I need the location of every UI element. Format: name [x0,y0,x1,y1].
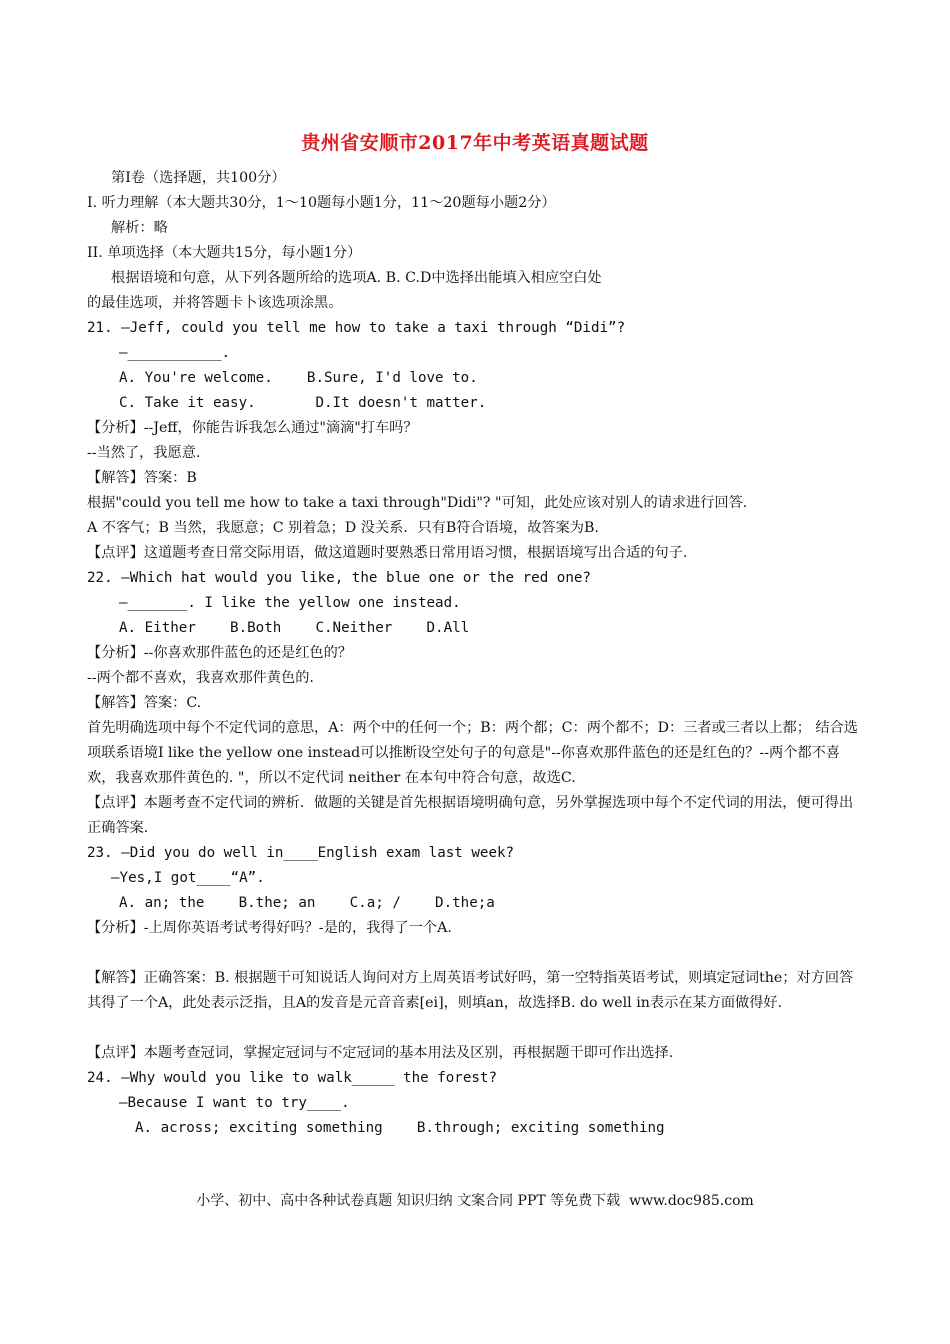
instruction-line-2: 的最佳选项，并将答题卡卜该选项涂黑。 [87,295,343,311]
q22-analysis: 【分析】--你喜欢那件蓝色的还是红色的？ [87,645,352,661]
question-22-options: A. Either B.Both C.Neither D.All [119,620,470,636]
q23-comment: 【点评】本题考查冠词，掌握定冠词与不定冠词的基本用法及区别，再根据题干即可作出选择. [87,1045,674,1061]
question-23-blank: —Yes,I got____“A”. [111,870,265,886]
choice-section-heading: II. 单项选择（本大题共15分，每小题1分） [87,245,362,261]
question-21: 21. —Jeff, could you tell me how to take a taxi through “Didi”? [87,320,626,336]
q21-answer: 【解答】答案：B [87,470,197,486]
q22-explanation: 首先明确选项中每个不定代词的意思，A：两个中的任何一个；B：两个都；C：两个都不；D：三者或三者以上都； 结合选项联系语境I like the yellow one instead可以推断设空处句子的句意是"--你喜欢那件蓝色的还是红色的？--两个都不喜欢，我喜欢那件黄色的. "，所以不定代词 neither 在本句中符合句意，故选C. [87,720,858,786]
question-21-options-cd: C. Take it easy. D.It doesn't matter. [119,395,487,411]
question-23: 23. —Did you do well in____English exam last week? [87,845,515,861]
paper-section-heading: 第Ⅰ卷（选择题，共100分） [111,170,286,186]
question-22-blank: —_______. I like the yellow one instead. [119,595,461,611]
document-body [87,166,867,1141]
question-24-blank: —Because I want to try____. [119,1095,350,1111]
page-footer: 小学、初中、高中各种试卷真题 知识归纳 文案合同 PPT 等免费下载 www.doc985.com [196,1193,754,1209]
q22-comment: 【点评】本题考查不定代词的辨析．做题的关键是首先根据语境明确句意，另外掌握选项中每个不定代词的用法，便可得出正确答案. [87,795,854,836]
question-21-options-ab: A. You're welcome. B.Sure, I'd love to. [119,370,478,386]
question-22: 22. —Which hat would you like, the blue one or the red one? [87,570,591,586]
q21-analysis-cont: --当然了，我愿意. [87,445,201,461]
question-21-blank: —___________. [119,345,231,361]
question-23-options: A. an; the B.the; an C.a; / D.the;a [119,895,495,911]
q21-analysis: 【分析】--Jeff，你能告诉我怎么通过"滴滴"打车吗？ [87,420,418,436]
q23-answer: 【解答】正确答案：B. 根据题干可知说话人询问对方上周英语考试好吗，第一空特指英语考试，则填定冠词the；对方回答其得了一个A，此处表示泛指，且A的发音是元音音素[ei]，则填an，故选择B. do well in表示在某方面做得好. [87,970,854,1011]
listening-analysis: 解析：略 [111,220,168,236]
listening-section-heading: I. 听力理解（本大题共30分，1～10题每小题1分，11～20题每小题2分） [87,195,556,211]
q21-explanation: 根据"could you tell me how to take a taxi through"Didi"? "可知，此处应该对别人的请求进行回答. [87,495,748,511]
q22-analysis-cont: --两个都不喜欢，我喜欢那件黄色的. [87,670,314,686]
q22-answer: 【解答】答案：C. [87,695,202,711]
page-title: 贵州省安顺市2017年中考英语真题试题 [301,132,649,154]
q21-comment: 【点评】这道题考查日常交际用语，做这道题时要熟悉日常用语习惯，根据语境写出合适的句子. [87,545,688,561]
q23-analysis: 【分析】-上周你英语考试考得好吗？-是的，我得了一个A. [87,920,452,936]
instruction-line-1: 根据语境和句意，从下列各题所给的选项A. B. C.D中选择出能填入相应空白处 [111,270,602,286]
q21-explanation-cont: A 不客气；B 当然，我愿意；C 别着急；D 没关系．只有B符合语境，故答案为B. [87,520,599,536]
question-24: 24. —Why would you like to walk_____ the forest? [87,1070,497,1086]
question-24-options-ab: A. across; exciting something B.through; exciting something [135,1120,665,1136]
